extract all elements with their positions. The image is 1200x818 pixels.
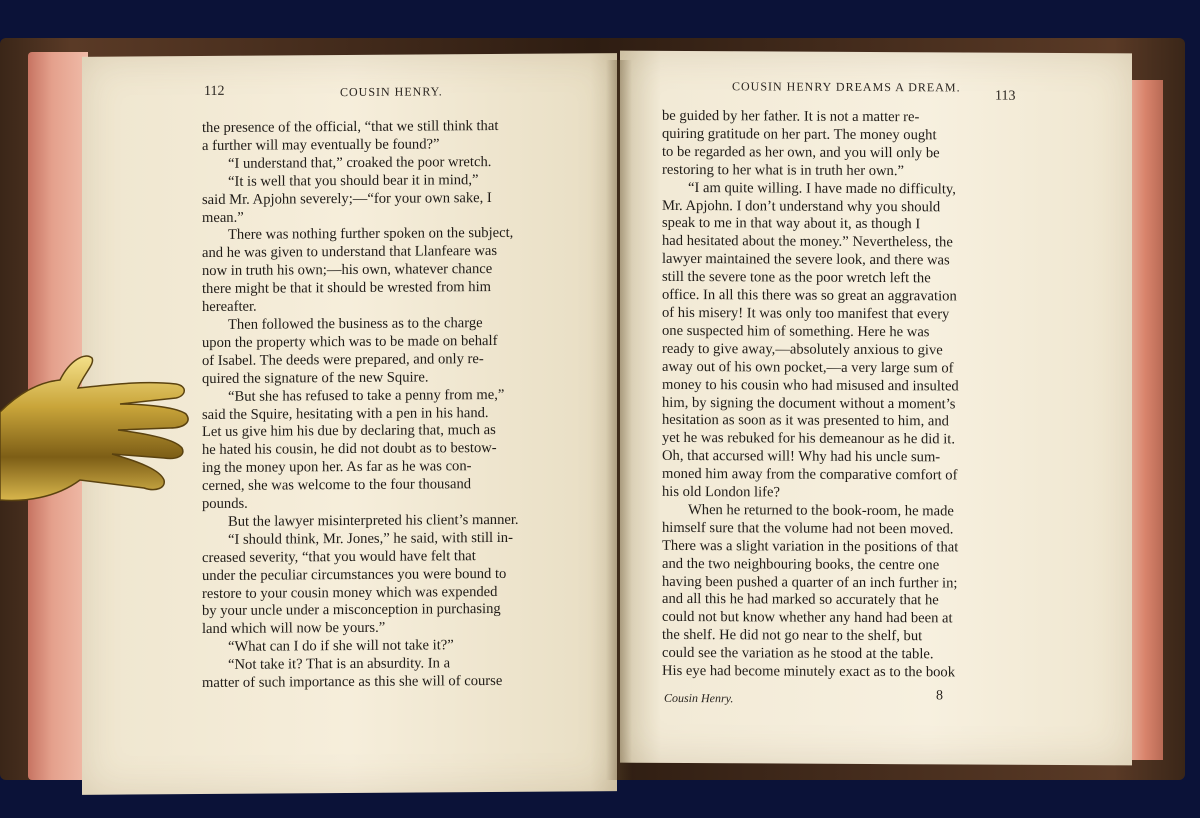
left-line: the presence of the official, “that we still think that bbox=[202, 117, 499, 137]
left-line: “It is well that you should bear it in mind,” bbox=[228, 171, 479, 190]
left-line: “I understand that,” croaked the poor wretch. bbox=[228, 153, 492, 172]
left-line: pounds. bbox=[202, 495, 248, 513]
footer-signature-mark: 8 bbox=[936, 688, 943, 704]
left-line: upon the property which was to be made on behalf bbox=[202, 332, 498, 351]
right-line: ready to give away,—absolutely anxious to give bbox=[662, 340, 943, 359]
right-line: of his misery! It was only too manifest that every bbox=[662, 304, 950, 323]
right-line: office. In all this there was so great an aggravation bbox=[662, 286, 957, 305]
right-line: the shelf. He did not go near to the shelf, but bbox=[662, 627, 923, 645]
left-line: said Mr. Apjohn severely;—“for your own sake, I bbox=[202, 189, 492, 208]
left-page-body bbox=[202, 117, 582, 693]
book-gutter bbox=[606, 60, 632, 780]
left-line: hereafter. bbox=[202, 298, 257, 316]
left-line: quired the signature of the new Squire. bbox=[202, 369, 429, 387]
left-line: said the Squire, hesitating with a pen in his hand. bbox=[202, 404, 489, 423]
right-line: “I am quite willing. I have made no difficulty, bbox=[688, 179, 956, 198]
right-line: restoring to her what is in truth her own.” bbox=[662, 161, 904, 179]
left-line: of Isabel. The deeds were prepared, and only re- bbox=[202, 350, 484, 369]
left-line: there might be that it should be wrested from him bbox=[202, 279, 491, 298]
right-line: moned him away from the comparative comfort of bbox=[662, 466, 958, 484]
right-line: had hesitated about the money.” Nevertheless, the bbox=[662, 233, 953, 251]
left-line: and he was given to understand that Llanfeare was bbox=[202, 243, 498, 262]
right-page bbox=[620, 51, 1132, 766]
right-line: be guided by her father. It is not a matter re- bbox=[662, 107, 920, 126]
left-line: ing the money upon her. As far as he was con- bbox=[202, 458, 472, 477]
left-line: But the lawyer misinterpreted his client’s manner. bbox=[228, 511, 519, 530]
left-line: Then followed the business as to the charge bbox=[228, 315, 483, 333]
right-line: could not but know whether any hand had been at bbox=[662, 609, 953, 627]
left-line: cerned, she was welcome to the four thousand bbox=[202, 476, 472, 495]
right-line: having been pushed a quarter of an inch further in; bbox=[662, 573, 958, 591]
left-line: by your uncle under a misconception in purchasing bbox=[202, 601, 501, 620]
left-line: restore to your cousin money which was expended bbox=[202, 583, 498, 602]
right-line: money to his cousin who had misused and insulted bbox=[662, 376, 959, 395]
right-line: Mr. Apjohn. I don’t understand why you should bbox=[662, 197, 941, 215]
brass-hand-page-holder bbox=[0, 352, 190, 512]
left-line: now in truth his own;—his own, whatever chance bbox=[202, 261, 493, 280]
left-line: under the peculiar circumstances you were bound to bbox=[202, 565, 507, 584]
right-line: hesitation as soon as it was presented to him, and bbox=[662, 412, 949, 430]
right-line: one suspected him of something. Here he was bbox=[662, 322, 930, 341]
right-line: lawyer maintained the severe look, and there was bbox=[662, 251, 950, 269]
left-line: mean.” bbox=[202, 209, 244, 226]
left-line: creased severity, “that you would have felt that bbox=[202, 547, 476, 566]
right-line: There was a slight variation in the positions of that bbox=[662, 537, 959, 556]
left-line: he hated his cousin, he did not doubt as to bestow- bbox=[202, 440, 497, 459]
right-line: speak to me in that way about it, as though I bbox=[662, 215, 921, 233]
right-line: away out of his own pocket,—a very large sum of bbox=[662, 358, 954, 377]
right-line: to be regarded as her own, and you will only be bbox=[662, 143, 940, 162]
right-line: himself sure that the volume had not been moved. bbox=[662, 519, 954, 538]
right-line: still the severe tone as the poor wretch left the bbox=[662, 269, 931, 287]
left-line: “But she has refused to take a penny from me,” bbox=[228, 386, 505, 405]
left-line: There was nothing further spoken on the subject, bbox=[228, 225, 514, 244]
right-line: His eye had become minutely exact as to the book bbox=[662, 662, 956, 681]
left-line: Let us give him his due by declaring that, much as bbox=[202, 422, 496, 441]
left-line: “I should think, Mr. Jones,” he said, with still in- bbox=[228, 529, 513, 548]
right-line: his old London life? bbox=[662, 483, 780, 501]
right-page-number: 113 bbox=[995, 88, 1016, 104]
left-line: a further will may eventually be found?” bbox=[202, 136, 440, 154]
right-line: When he returned to the book-room, he made bbox=[688, 501, 954, 520]
left-running-head: COUSIN HENRY. bbox=[340, 84, 443, 100]
right-line: him, by signing the document without a moment’s bbox=[662, 394, 956, 412]
right-running-head: COUSIN HENRY DREAMS A DREAM. bbox=[732, 79, 961, 95]
right-line: could see the variation as he stood at the table. bbox=[662, 645, 934, 663]
left-line: land which will now be yours.” bbox=[202, 620, 386, 638]
left-line: matter of such importance as this she will of course bbox=[202, 673, 503, 692]
left-line: “What can I do if she will not take it?” bbox=[228, 637, 454, 656]
right-line: and the two neighbouring books, the centre one bbox=[662, 555, 940, 573]
left-line: “Not take it? That is an absurdity. In a bbox=[228, 655, 451, 674]
right-line: yet he was rebuked for his demeanour as he did it. bbox=[662, 430, 956, 448]
right-line: and all this he had marked so accurately that he bbox=[662, 591, 939, 609]
right-page-body bbox=[662, 108, 1018, 683]
right-line: Oh, that accursed will! Why had his uncle sum- bbox=[662, 448, 941, 466]
footer-signature: Cousin Henry. bbox=[664, 690, 734, 706]
left-page-number: 112 bbox=[204, 83, 225, 100]
right-line: quiring gratitude on her part. The money ought bbox=[662, 125, 937, 144]
